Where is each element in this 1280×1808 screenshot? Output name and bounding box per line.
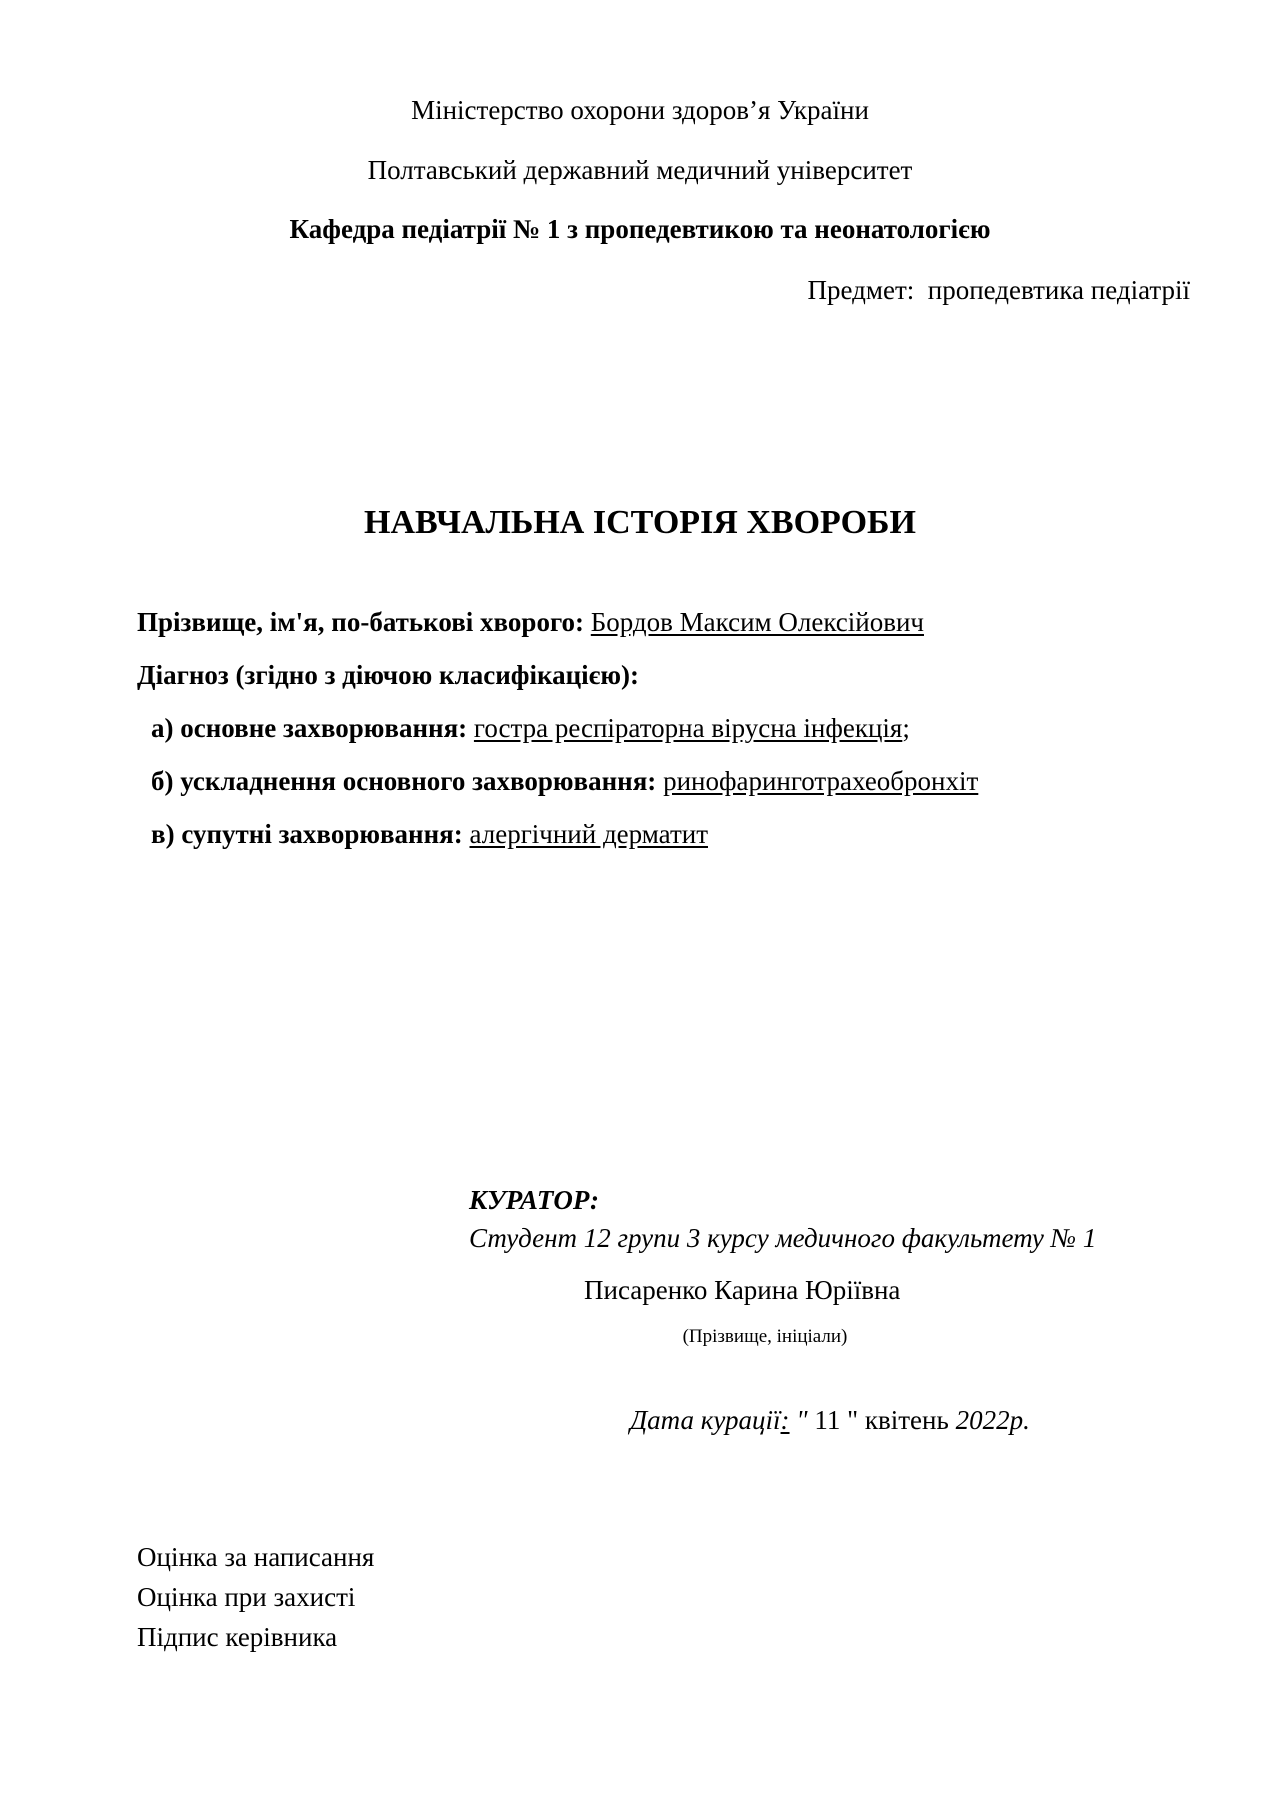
supervisor-signature: Підпис керівника [137, 1622, 338, 1652]
curation-date-day-month: 11 " квітень [807, 1405, 949, 1435]
comorbid-value: алергічний дерматит [469, 819, 708, 849]
patient-label: Прізвище, ім'я, по-батькові хворого: [137, 607, 585, 637]
ministry-name: Міністерство охорони здоров’я України [411, 95, 869, 125]
comorbid-line [151, 818, 708, 850]
main-disease-value: гостра респіраторна вірусна інфекція [473, 713, 903, 743]
department-name: Кафедра педіатрії № 1 з пропедевтикою та неонатологією [289, 214, 991, 244]
main-disease-line [151, 712, 910, 744]
curation-date-year: 2022р. [948, 1405, 1030, 1435]
patient-name: Бордов Максим Олексійович [590, 607, 924, 637]
grade-writing: Оцінка за написання [137, 1542, 375, 1572]
curation-date-colon: : [780, 1405, 790, 1435]
grade-defense: Оцінка при захисті [137, 1582, 356, 1612]
complication-value: ринофаринготрахеобронхіт [663, 766, 979, 796]
curation-date-line [630, 1404, 1030, 1436]
main-disease-suffix: ; [902, 713, 910, 743]
main-disease-label: а) основне захворювання: [151, 713, 468, 743]
student-group-line: Студент 12 групи 3 курсу медичного факультету № 1 [469, 1223, 1097, 1253]
complication-line [151, 765, 978, 797]
university-name: Полтавський державний медичний університет [367, 155, 913, 185]
curation-date-open-quote: " [789, 1405, 808, 1435]
patient-line [137, 606, 924, 638]
subject-value: пропедевтика педіатрії [927, 275, 1190, 305]
comorbid-label: в) супутні захворювання: [151, 819, 463, 849]
document-title: НАВЧАЛЬНА ІСТОРІЯ ХВОРОБИ [364, 504, 916, 541]
complication-label: б) ускладнення основного захворювання: [151, 766, 657, 796]
curator-label: КУРАТОР: [469, 1185, 599, 1215]
diagnosis-heading: Діагноз (згідно з діючою класифікацією): [137, 660, 639, 690]
curation-date-label: Дата курації [630, 1405, 781, 1435]
name-hint: (Прізвище, ініціали) [682, 1326, 848, 1347]
curator-name: Писаренко Карина Юріївна [584, 1275, 901, 1305]
subject-label: Предмет: [807, 275, 915, 305]
subject-line [808, 274, 1190, 306]
